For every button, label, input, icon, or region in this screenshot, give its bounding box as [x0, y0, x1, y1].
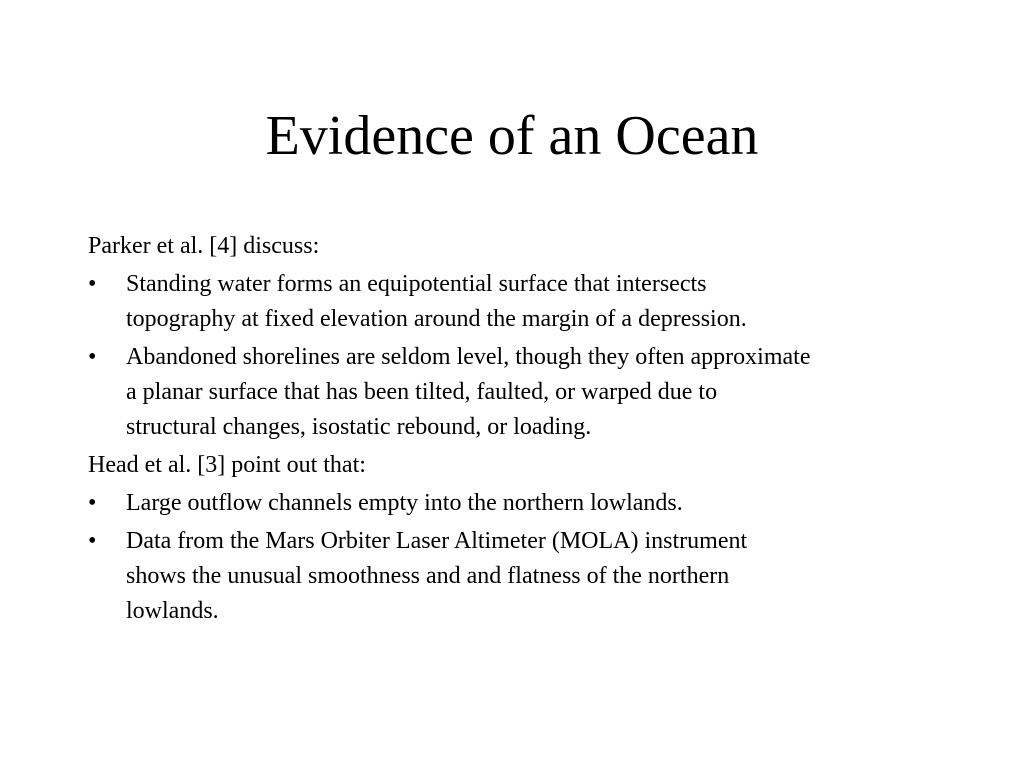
bullet-line: a planar surface that has been tilted, faulted, or warped due to [126, 379, 718, 405]
bullet-marker: • [88, 344, 97, 370]
intro-parker: Parker et al. [4] discuss: [88, 233, 320, 259]
bullet-item [88, 340, 948, 445]
bullet-line: Data from the Mars Orbiter Laser Altimeter (MOLA) instrument [126, 528, 748, 554]
bullet-line: Large outflow channels empty into the northern lowlands. [126, 490, 683, 516]
bullet-item [88, 486, 948, 521]
bullet-line: Standing water forms an equipotential surface that intersects [126, 271, 707, 297]
bullet-line: lowlands. [126, 598, 219, 624]
bullet-line: shows the unusual smoothness and and flatness of the northern [126, 563, 730, 589]
intro-head: Head et al. [3] point out that: [88, 452, 366, 478]
bullet-line: Abandoned shorelines are seldom level, though they often approximate [126, 344, 811, 370]
bullet-marker: • [88, 528, 97, 554]
bullet-line: structural changes, isostatic rebound, or loading. [126, 414, 592, 440]
slide-body [88, 229, 948, 632]
bullet-line: topography at fixed elevation around the margin of a depression. [126, 306, 747, 332]
bullet-item [88, 524, 948, 629]
bullet-marker: • [88, 490, 97, 516]
bullet-marker: • [88, 271, 97, 297]
bullet-item [88, 267, 948, 337]
slide-title: Evidence of an Ocean [265, 105, 759, 167]
